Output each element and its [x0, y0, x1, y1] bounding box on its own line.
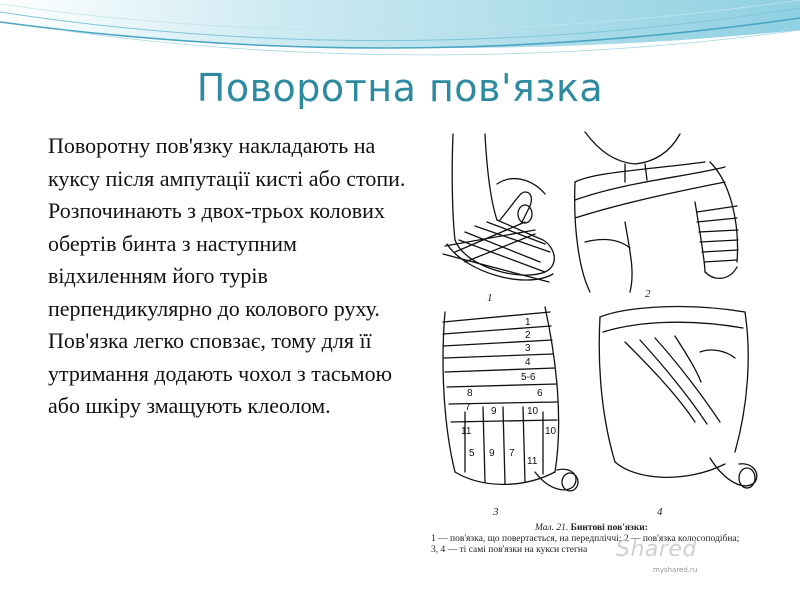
- turn-number: 10: [545, 426, 557, 437]
- turn-number: 5: [469, 448, 475, 459]
- turn-number: 9: [491, 406, 497, 417]
- turn-number: 3: [525, 343, 531, 354]
- header-swoosh-decoration: [0, 0, 800, 70]
- slide-title: Поворотна пов'язка: [196, 66, 604, 110]
- turn-number: 4: [525, 357, 531, 368]
- caption-title: Бинтові пов'язки:: [570, 523, 648, 533]
- turn-number: 10: [527, 406, 539, 417]
- turn-number: 9: [489, 448, 495, 459]
- watermark: Shared: [616, 537, 697, 562]
- figure-label-1: 1: [487, 292, 493, 304]
- turn-number: 11: [461, 426, 472, 437]
- slide-paragraph: Поворотну пов'язку накладають на куксу після ампутації кисті або стопи. Розпочинають з двох-трьох колових обертів бинта з наступним відхиленням його турів перпендикулярно до колового руху. Пов'язка легко сповзає, тому для її утримання додають чохол з тасьмою або шкіру змащують клеолом.: [48, 133, 406, 418]
- caption-number: Мал. 21.: [535, 523, 569, 533]
- turn-number: 1: [525, 317, 531, 328]
- bandage-drawings: [425, 122, 765, 522]
- panel-2-shoulder: [575, 132, 738, 292]
- turn-number: 11: [527, 456, 538, 467]
- panel-4-thigh: [599, 307, 757, 488]
- turn-number: 8: [467, 388, 473, 399]
- panel-3-thigh-numbered: [443, 307, 578, 491]
- panel-1-forearm: [443, 134, 554, 282]
- turn-number: 6: [537, 388, 543, 399]
- figure-label-3: 3: [493, 506, 499, 518]
- turn-number: 5-6: [521, 372, 536, 383]
- figure-caption: [425, 523, 765, 556]
- bandage-illustration: [425, 122, 765, 574]
- turn-number: 2: [525, 330, 531, 341]
- turn-number: 7: [465, 402, 471, 413]
- figure-label-2: 2: [645, 288, 651, 300]
- turn-number: 7: [509, 448, 515, 459]
- caption-line: 3, 4 — ті самі пов'язки на кукси стегна: [431, 545, 588, 555]
- figure-label-4: 4: [657, 506, 663, 518]
- caption-line: 1 — пов'язка, що повертається, на передпліччі; 2 — пов'язка колосоподібна;: [431, 534, 740, 544]
- watermark-sub: myshared.ru: [653, 566, 698, 574]
- panel-3-turn-numbers: [461, 317, 557, 467]
